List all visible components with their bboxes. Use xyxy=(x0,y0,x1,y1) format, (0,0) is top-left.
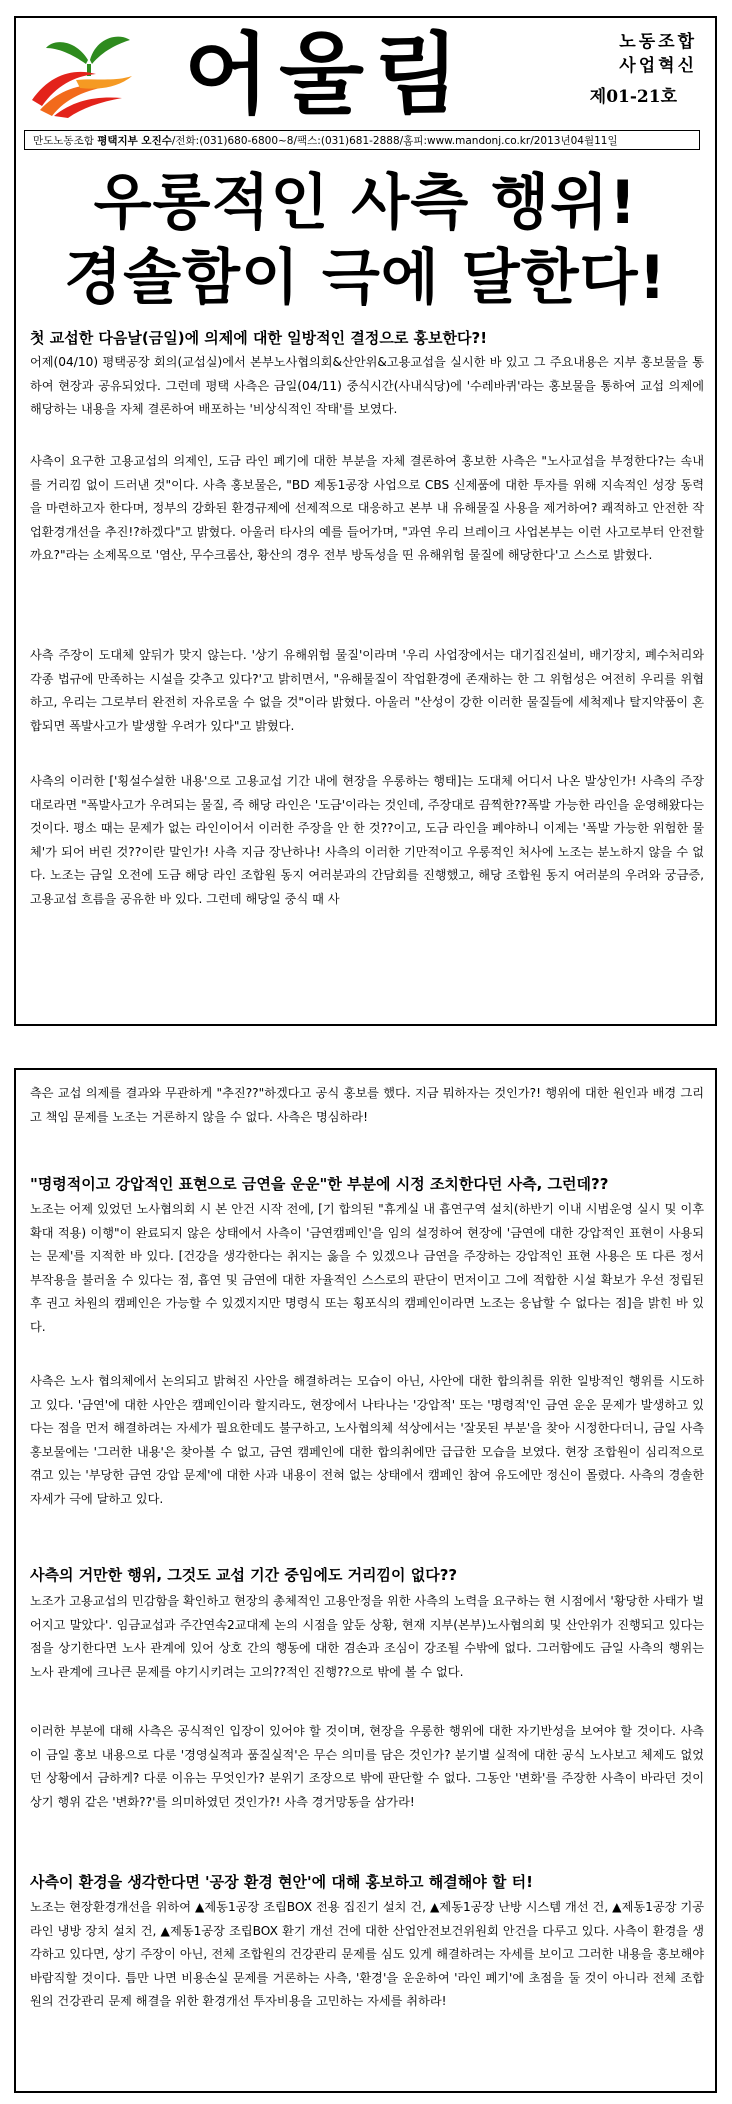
paragraph-2-2: 사측은 노사 협의체에서 논의되고 밝혀진 사안을 해결하려는 모습이 아닌, 사안에 대한 합의취를 위한 일방적인 행위를 시도하고 있다. '금연'에 대한 사안은 캠페인이라 할지라도, 현장에서 나타나는 '강압적' 또는 '명령적'인 금연 운운 문제가 발생하고 있다는 점을 먼저 해결하려는 자세가 필요한데도 불구하고, 노사협의체 석상에서는 '잘못된 부분'을 찾아 시정한다더니, 금일 사측 홍보물에는 '그러한 내용'은 찾아볼 수 없고, 금연 캠페인에 대한 합의취에만 급급한 모습을 보였다. 현장 조합원이 심리적으로 겪고 있는 '부당한 금연 강압 문제'에 대한 사과 내용이 전혀 없는 상태에서 캠페인 참여 유도에만 정신이 몰렸다. 사측의 경솔한 자세가 극에 달하고 있다. xyxy=(30,1374,704,1506)
side-label-innovation: 사업혁신 xyxy=(619,56,697,76)
section-title-1: 첫 교섭한 다음날(금일)에 의제에 대한 일방적인 결정으로 홍보한다?! xyxy=(30,329,488,347)
newsletter-sheet-1 xyxy=(14,16,717,1026)
paragraph-2-0: 측은 교섭 의제를 결과와 무관하게 "추진??"하겠다고 공식 홍보를 했다. 지금 뭐하자는 것인가?! 행위에 대한 원인과 배경 그리고 책임 문제를 노조는 거론하지 않을 수 없다. 사측은 명심하라! xyxy=(30,1086,704,1124)
newsletter-sheet-2 xyxy=(14,1068,717,2093)
issue-number: 제01-21호 xyxy=(589,87,677,107)
contact-bar xyxy=(24,130,700,150)
paragraph-1-2: 사측이 요구한 고용교섭의 의제인, 도금 라인 폐기에 대한 부분을 자체 결론하여 홍보한 사측은 "노사교섭을 부정한다?는 속내를 거리낌 없이 드러낸 것"이다. 사측 홍보물은, "BD 제동1공장 사업으로 CBS 신제품에 대한 투자를 위해 지속적인 성장 동력을 마련하고자 한다며, 정부의 강화된 환경규제에 선제적으로 대응하고 본부 내 유해물질 사용을 제거하여? 쾌적하고 안전한 작업환경개선을 추진!?하겠다"고 밝혔다. 아울러 타사의 예를 들어가며, "과연 우리 브레이크 사업본부는 이런 사고로부터 안전할까요?"라는 소제목으로 '염산, 무수크롬산, 황산의 경우 전부 방독성을 띤 유해위험 물질에 해당한다'고 스스로 밝혔다. xyxy=(30,454,704,562)
paragraph-2-5: 노조는 현장환경개선을 위하여 ▲제동1공장 조립BOX 전용 집진기 설치 건, ▲제동1공장 난방 시스템 개선 건, ▲제동1공장 기공 라인 냉방 장치 설치 건, ▲제동1공장 조립BOX 환기 개선 건에 대한 산업안전보건위원회 안건을 다루고 있다. 사측이 환경을 생각하고 있다면, 상기 주장이 아닌, 전체 조합원의 건강관리 문제를 심도 있게 해결하려는 자세를 보이고 그러한 내용을 홍보해야 바람직할 것이다. 틈만 나면 비용손실 문제를 거론하는 사측, '환경'을 운운하여 '라인 폐기'에 초점을 둘 것이 아니라 전체 조합원의 건강관리 문제 해결을 위한 환경개선 투자비용을 고민하는 자세를 취하라! xyxy=(30,1900,704,2008)
section-title-3: 사측의 거만한 행위, 그것도 교섭 기간 중임에도 거리낌이 없다?? xyxy=(30,1566,458,1584)
section-title-4: 사측이 환경을 생각한다면 '공장 환경 현안'에 대해 홍보하고 해결해야 할 터! xyxy=(30,1873,533,1891)
paragraph-1-1: 어제(04/10) 평택공장 회의(교섭실)에서 본부노사협의회&산안위&고용교섭을 실시한 바 있고 그 주요내용은 지부 홍보물을 통하여 현장과 공유되었다. 그런데 평택 사측은 금일(04/11) 중식시간(사내식당)에 '수레바퀴'라는 홍보물을 통하여 교섭 의제에 해당하는 내용을 자체 결론하여 배포하는 '비상식적인 작태'를 보였다. xyxy=(30,355,704,416)
paragraph-2-3: 노조가 고용교섭의 민감함을 확인하고 현장의 총체적인 고용안정을 위한 사측의 노력을 요구하는 현 시점에서 '황당한 사태가 벌어지고 말았다'. 임금교섭과 주간연속2교대제 논의 시점을 앞둔 상황, 현재 지부(본부)노사협의회 및 산안위가 진행되고 있다는 점을 상기한다면 노사 관계에 있어 상호 간의 행동에 대한 겸손과 조심이 강조될 수밖에 없다. 그러함에도 금일 사측의 행위는 노사 관계에 크나큰 문제를 야기시키려는 고의??적인 진행??으로 밖에 볼 수 없다. xyxy=(30,1594,704,1679)
paragraph-2-1: 노조는 어제 있었던 노사협의회 시 본 안건 시작 전에, [기 합의된 "휴게실 내 흡연구역 설치(하반기 이내 시범운영 실시 및 이후 확대 적용) 이행"이 완료되지 않은 상태에서 사측이 '금연캠페인'을 임의 설정하여 현장에 '금연에 대한 강압적인 표현이 사용되는 문제'를 지적한 바 있다. [건강을 생각한다는 취지는 옳을 수 있겠으나 금연을 주장하는 강압적인 표현 사용은 또 다른 정서 부작용을 불러올 수 있다는 점, 흡연 및 금연에 대한 자율적인 스스로의 판단이 먼저이고 그에 적합한 시설 확보가 우선 정립된 후 권고 차원의 캠페인은 가능할 수 있겠지지만 명령식 또는 횡포식의 캠페인이라면 노조는 응납할 수 없다는 점]을 밝힌 바 있다. xyxy=(30,1202,704,1334)
headline-line-2: 경솔함이 극에 달한다! xyxy=(64,243,667,313)
contact-branch: 평택지부 오진수 xyxy=(97,135,172,147)
paragraph-1-3: 사측 주장이 도대체 앞뒤가 맞지 않는다. '상기 유해위험 물질'이라며 '우리 사업장에서는 대기집진설비, 배기장치, 폐수처리와 각종 법규에 만족하는 시설을 갖추고 있다?'고 밝히면서, "유해물질이 작업환경에 존재하는 한 그 위험성은 여전히 우리를 위협하고, 우리는 그로부터 완전히 자유로울 수 없을 것"이라 밝혔다. 아울러 "산성이 강한 이러한 물질들에 세척제나 탈지약품이 혼합되면 폭발사고가 발생할 우려가 있다"고 밝혔다. xyxy=(30,648,704,733)
side-label-union: 노동조합 xyxy=(619,32,697,52)
paragraph-2-4: 이러한 부분에 대해 사측은 공식적인 입장이 있어야 할 것이며, 현장을 우롱한 행위에 대한 자기반성을 보여야 할 것이다. 사측이 금일 홍보 내용으로 다룬 '경영실적과 품질실적'은 무슨 의미를 담은 것인가? 분기별 실적에 대한 공식 노사보고 체제도 없었던 상황에서 금하게? 다룬 이유는 무엇인가? 분위기 조장으로 밖에 판단할 수 없다. 그동안 '변화'를 주장한 사측이 바라던 것이 상기 행위 같은 '변화??'를 의미하였던 것인가?! 사측 경거망동을 삼가라! xyxy=(30,1724,704,1809)
section-title-2: "명령적이고 강압적인 표현으로 금연을 운운"한 부분에 시정 조치한다던 사측, 그런데?? xyxy=(30,1175,609,1193)
masthead xyxy=(16,18,715,147)
contact-details: /전화:(031)680-6800~8/팩스:(031)681-2888/홈피:www.mandonj.co.kr/2013년04월11일 xyxy=(171,135,618,147)
contact-prefix: 만도노동조합 xyxy=(33,135,98,147)
paragraph-1-4: 사측의 이러한 ['횡설수설한 내용'으로 고용교섭 기간 내에 현장을 우롱하는 행태]는 도대체 어디서 나온 발상인가! 사측의 주장대로라면 "폭발사고가 우려되는 물질, 즉 해당 라인은 '도금'이라는 것인데, 주장대로 끔찍한??폭발 가능한 라인을 운영해왔다는 것이다. 평소 때는 문제가 없는 라인이어서 이러한 주장을 안 한 것??이고, 도금 라인을 폐야하니 이제는 '폭발 가능한 위험한 물체'가 되어 버린 것??이란 말인가! 사측 지금 장난하나! 사측의 이러한 기만적이고 우롱적인 처사에 노조는 분노하지 않을 수 없다. 노조는 금일 오전에 도금 해당 라인 조합원 동지 여러분과의 간담회를 진행했고, 해당 조합원 동지 여러분의 우려와 궁금증, 고용교섭 흐름을 공유한 바 있다. 그런데 해당일 중식 때 사 xyxy=(30,774,704,906)
union-logo-icon xyxy=(26,30,144,118)
newsletter-title: 어울림 xyxy=(184,22,470,126)
headline-line-1: 우롱적인 사측 행위! xyxy=(93,168,638,238)
